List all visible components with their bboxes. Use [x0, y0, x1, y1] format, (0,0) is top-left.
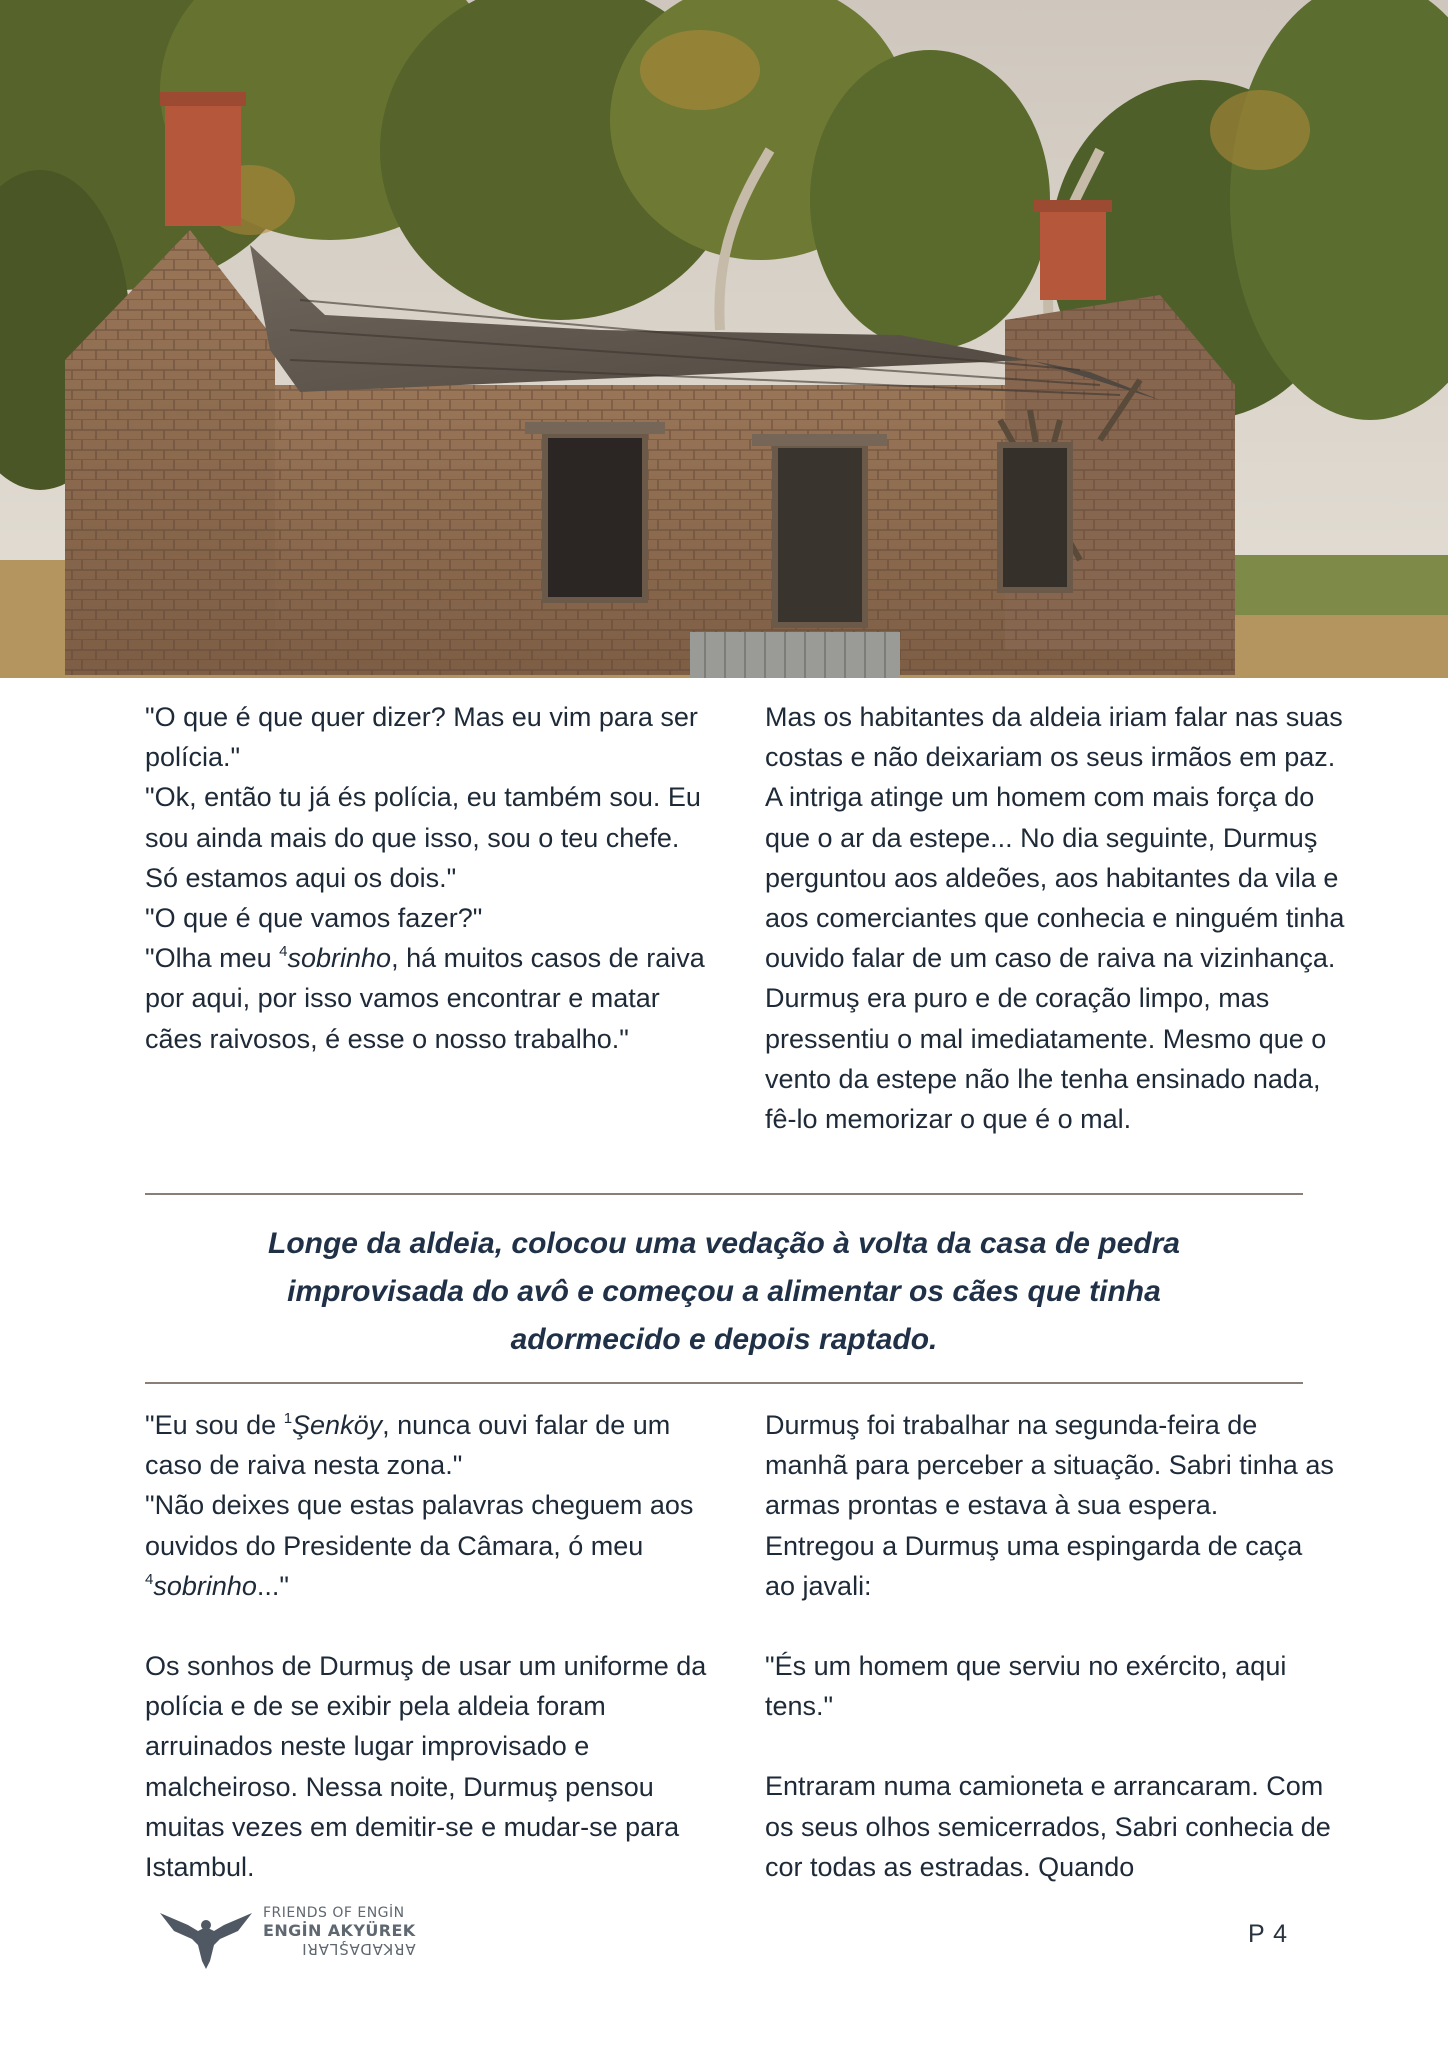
divider-bottom — [145, 1382, 1303, 1384]
eagle-icon — [158, 1905, 254, 1969]
stone-house-illustration — [0, 0, 1448, 678]
text-run: , nunca ouvi falar de um caso de raiva nesta zona." — [145, 1410, 671, 1481]
paragraph — [145, 1405, 715, 1485]
column-top-right — [765, 697, 1355, 1139]
footnote-marker: 4 — [279, 943, 288, 961]
paragraph: Os sonhos de Durmuş de usar um uniforme da polícia e de se exibir pela aldeia foram arruinados neste lugar improvisado e malcheiroso. Nessa noite, Durmuş pensou muitas vezes em demitir-se e mudar-se para Istambul. — [145, 1651, 707, 1883]
page-number: P 4 — [1248, 1920, 1289, 1948]
paragraph — [145, 938, 715, 1059]
header-photo — [0, 0, 1448, 678]
text-run: "Não deixes que estas palavras cheguem aos ouvidos do Presidente da Câmara, ó meu — [145, 1490, 694, 1561]
paragraph: Mas os habitantes da aldeia iriam falar nas suas costas e não deixariam os seus irmãos em paz. A intriga atinge um homem com mais força do que o ar da estepe... No dia seguinte, Durmuş perguntou aos aldeões, aos habitantes da vila e aos comerciantes que conhecia e ninguém tinha ouvido falar de um caso de raiva na vizinhança. Durmuş era puro e de coração limpo, mas pressentiu o mal imediatamente. Mesmo que o vento da estepe não lhe tenha ensinado nada, fê-lo memorizar o que é o mal. — [765, 702, 1345, 1135]
paragraph-spacer — [145, 1606, 715, 1646]
paragraph: "O que é que vamos fazer?" — [145, 903, 483, 934]
column-top-left — [145, 697, 715, 1059]
paragraph-spacer — [765, 1606, 1335, 1646]
text-run: ..." — [256, 1570, 290, 1601]
text-run: "Eu sou de — [145, 1410, 284, 1440]
paragraph: "O que é que quer dizer? Mas eu vim para ser polícia." — [145, 702, 698, 773]
divider-top — [145, 1193, 1303, 1195]
footnote-marker: 1 — [283, 1410, 293, 1427]
logo-line-2: ENGİN AKYÜREK — [263, 1921, 416, 1940]
logo-line-1: FRIENDS OF ENGİN — [263, 1905, 405, 1921]
italic-term: sobrinho — [287, 943, 392, 974]
footer-logo — [158, 1903, 428, 1973]
paragraph: "És um homem que serviu no exército, aqui tens." — [765, 1651, 1287, 1722]
paragraph — [145, 1485, 715, 1606]
logo-wordmark — [263, 1905, 416, 1958]
column-bottom-left — [145, 1405, 715, 1887]
text-run: , há muitos casos de raiva por aqui, por isso vamos encontrar e matar cães raivosos, é esse o nosso trabalho." — [145, 943, 705, 1054]
logo-line-3: ARKADAŞLARI — [301, 1940, 416, 1958]
paragraph-spacer — [765, 1726, 1335, 1766]
paragraph: Entraram numa camioneta e arrancaram. Com os seus olhos semicerrados, Sabri conhecia de cor todas as estradas. Quando — [765, 1771, 1331, 1882]
italic-term: sobrinho — [153, 1570, 257, 1601]
paragraph: "Ok, então tu já és polícia, eu também sou. Eu sou ainda mais do que isso, sou o teu chefe. Só estamos aqui os dois." — [145, 782, 701, 893]
text-run: "Olha meu — [145, 943, 280, 974]
column-bottom-right — [765, 1405, 1335, 1887]
pull-quote: Longe da aldeia, colocou uma vedação à volta da casa de pedra improvisada do avô e começou a alimentar os cães que tinha adormecido e depois raptado. — [268, 1227, 1180, 1356]
italic-term: Şenköy — [292, 1410, 383, 1440]
footnote-marker: 4 — [145, 1570, 154, 1588]
paragraph: Durmuş foi trabalhar na segunda-feira de manhã para perceber a situação. Sabri tinha as armas prontas e estava à sua espera. Entregou a Durmuş uma espingarda de caça ao javali: — [765, 1410, 1334, 1601]
